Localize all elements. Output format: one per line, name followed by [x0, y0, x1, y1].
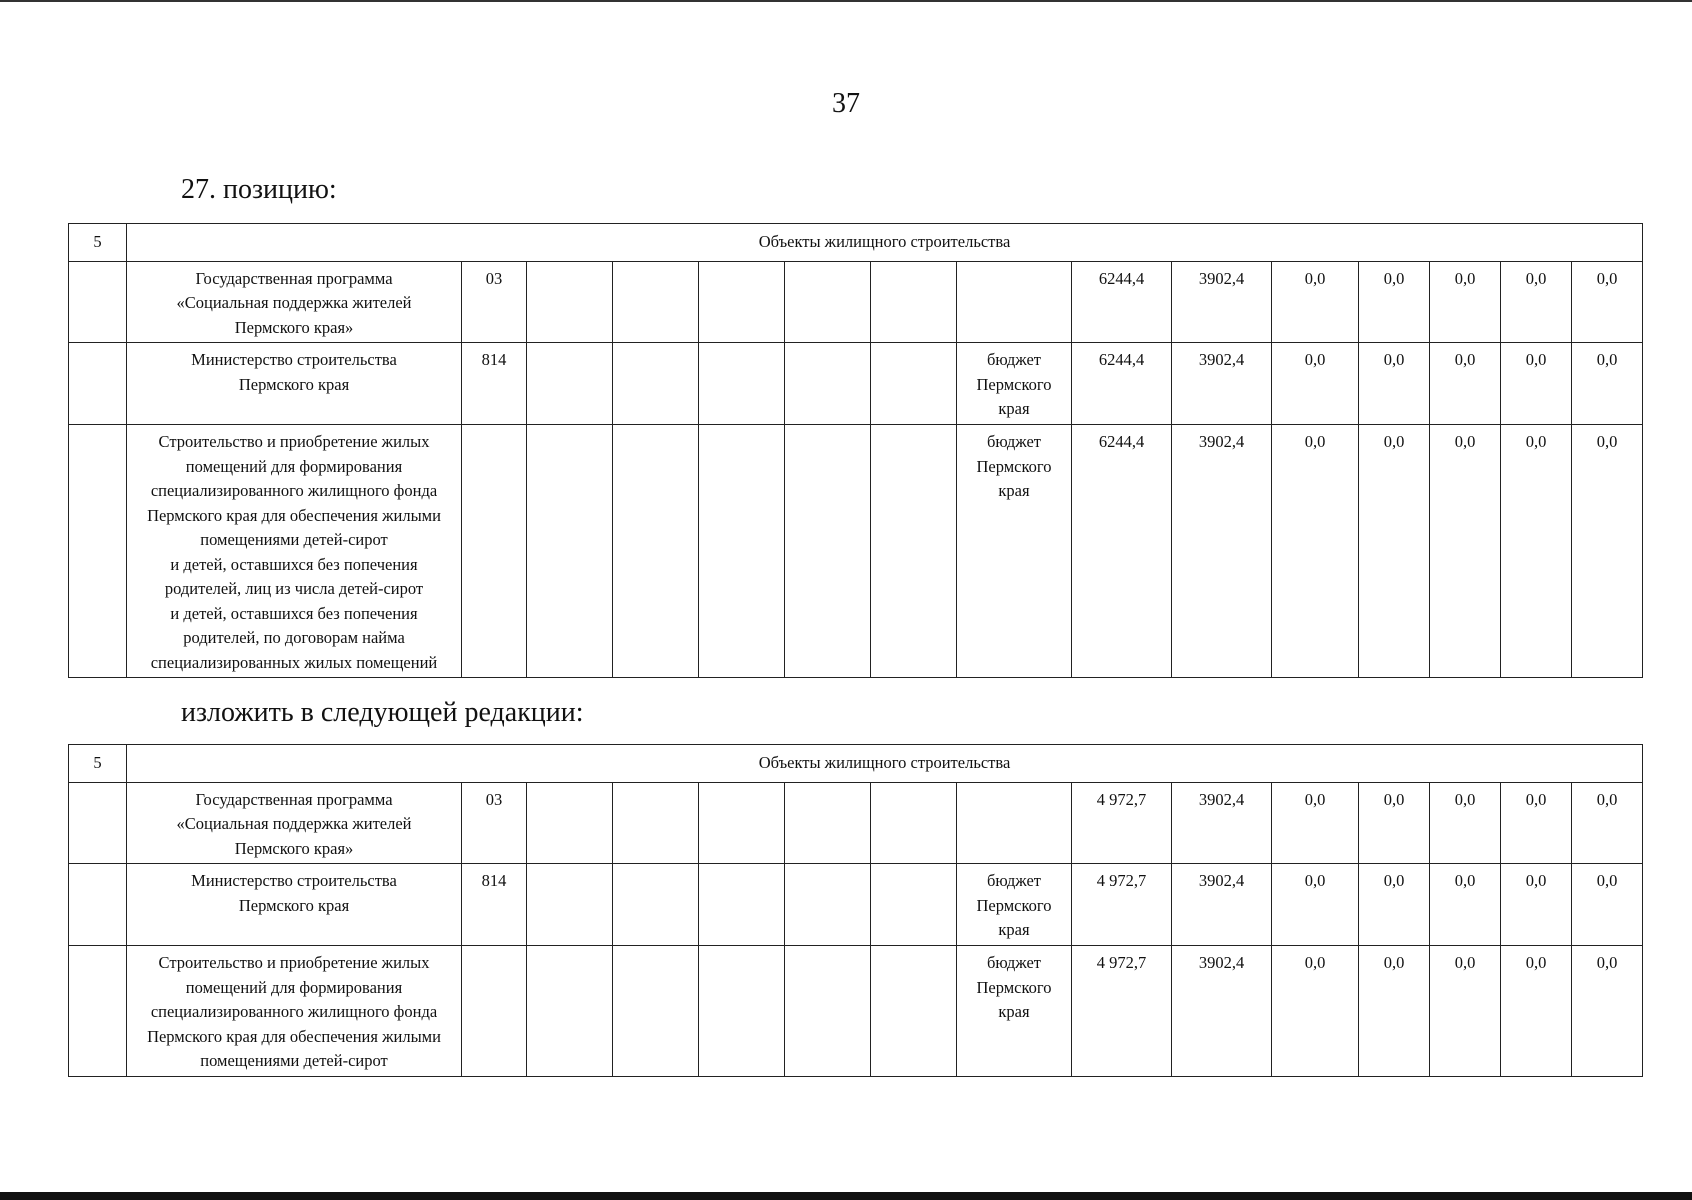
section-header-row: [69, 745, 1643, 783]
row-value: 0,0: [1359, 864, 1430, 946]
row-name: Министерство строительства Пермского края: [127, 343, 462, 425]
row-source: бюджет Пермского края: [957, 864, 1072, 946]
table-after: [68, 744, 1643, 1077]
row-source: бюджет Пермского края: [957, 946, 1072, 1077]
row-value: 0,0: [1501, 782, 1572, 864]
row-value: 0,0: [1572, 261, 1643, 343]
section-number: 5: [69, 745, 127, 783]
row-value: 0,0: [1501, 261, 1572, 343]
row-amount2: 3902,4: [1172, 425, 1272, 678]
row-value: 0,0: [1272, 946, 1359, 1077]
row-value: 0,0: [1501, 946, 1572, 1077]
row-value: 0,0: [1572, 782, 1643, 864]
row-value: 0,0: [1359, 261, 1430, 343]
row-value: 0,0: [1501, 425, 1572, 678]
row-name: Министерство строительства Пермского края: [127, 864, 462, 946]
row-amount1: 6244,4: [1072, 261, 1172, 343]
row-value: 0,0: [1359, 782, 1430, 864]
table-row: [69, 343, 1643, 425]
row-value: 0,0: [1430, 864, 1501, 946]
row-source: бюджет Пермского края: [957, 343, 1072, 425]
row-amount1: 4 972,7: [1072, 782, 1172, 864]
row-amount1: 6244,4: [1072, 425, 1172, 678]
table-row: [69, 425, 1643, 678]
row-source: [957, 782, 1072, 864]
row-value: 0,0: [1430, 782, 1501, 864]
row-value: 0,0: [1430, 425, 1501, 678]
row-code: [462, 425, 527, 678]
row-amount2: 3902,4: [1172, 343, 1272, 425]
heading-edition: изложить в следующей редакции:: [181, 697, 584, 728]
row-name: Государственная программа «Социальная поддержка жителей Пермского края»: [127, 261, 462, 343]
row-value: 0,0: [1572, 425, 1643, 678]
section-number: 5: [69, 224, 127, 262]
section-title: Объекты жилищного строительства: [127, 224, 1643, 262]
row-value: 0,0: [1359, 946, 1430, 1077]
row-source: бюджет Пермского края: [957, 425, 1072, 678]
row-value: 0,0: [1272, 343, 1359, 425]
row-amount2: 3902,4: [1172, 261, 1272, 343]
row-amount1: 4 972,7: [1072, 946, 1172, 1077]
row-value: 0,0: [1272, 864, 1359, 946]
row-value: 0,0: [1359, 425, 1430, 678]
row-amount1: 6244,4: [1072, 343, 1172, 425]
heading-position: 27. позицию:: [181, 174, 337, 205]
row-value: 0,0: [1272, 425, 1359, 678]
row-code: [462, 946, 527, 1077]
row-value: 0,0: [1430, 261, 1501, 343]
row-value: 0,0: [1430, 946, 1501, 1077]
row-value: 0,0: [1359, 343, 1430, 425]
row-code: 03: [462, 261, 527, 343]
row-value: 0,0: [1572, 946, 1643, 1077]
row-amount2: 3902,4: [1172, 782, 1272, 864]
row-amount2: 3902,4: [1172, 864, 1272, 946]
table-row: [69, 946, 1643, 1077]
table-row: [69, 782, 1643, 864]
row-name: Строительство и приобретение жилых помещений для формирования специализированного жилищного фонда Пермского края для обеспечения жилыми помещениями детей-сирот: [127, 946, 462, 1077]
row-value: 0,0: [1572, 864, 1643, 946]
row-value: 0,0: [1430, 343, 1501, 425]
row-source: [957, 261, 1072, 343]
row-amount2: 3902,4: [1172, 946, 1272, 1077]
section-header-row: [69, 224, 1643, 262]
table-row: [69, 864, 1643, 946]
table-row: [69, 261, 1643, 343]
row-name: Государственная программа «Социальная поддержка жителей Пермского края»: [127, 782, 462, 864]
row-code: 814: [462, 343, 527, 425]
row-value: 0,0: [1272, 782, 1359, 864]
row-value: 0,0: [1572, 343, 1643, 425]
row-name: Строительство и приобретение жилых помещений для формирования специализированного жилищного фонда Пермского края для обеспечения жилыми помещениями детей-сирот и детей, оставшихся без попечения родителей, лиц из числа детей-сирот и детей, оставшихся без попечения родителей, по договорам найма специализированных жилых помещений: [127, 425, 462, 678]
row-amount1: 4 972,7: [1072, 864, 1172, 946]
row-value: 0,0: [1272, 261, 1359, 343]
table-before: [68, 223, 1643, 678]
row-value: 0,0: [1501, 864, 1572, 946]
row-code: 03: [462, 782, 527, 864]
page-number: 37: [832, 88, 860, 119]
page-top-border: [0, 0, 1692, 2]
row-code: 814: [462, 864, 527, 946]
section-title: Объекты жилищного строительства: [127, 745, 1643, 783]
row-value: 0,0: [1501, 343, 1572, 425]
page-bottom-border: [0, 1192, 1692, 1200]
